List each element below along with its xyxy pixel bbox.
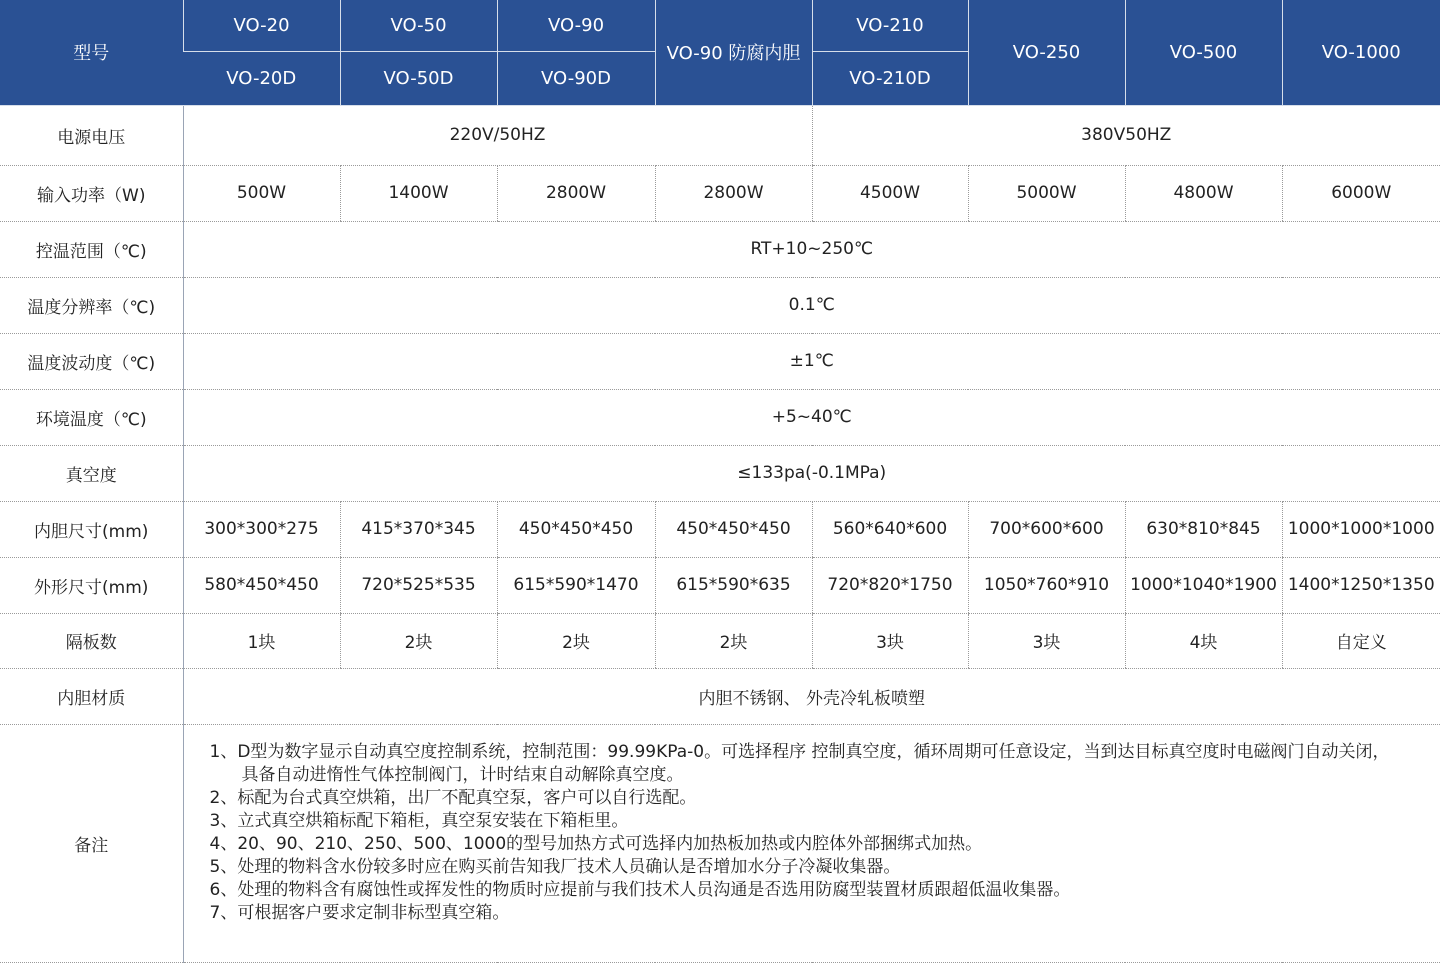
cell-inner-size: 1000*1000*1000: [1282, 501, 1440, 557]
cell-shelves: 3块: [968, 613, 1125, 668]
row-inner-size: [0, 501, 1440, 557]
row-temp-range: [0, 221, 1440, 277]
cell-temp-range: RT+10~250℃: [183, 221, 1440, 277]
cell-power: 500W: [183, 165, 340, 221]
cell-power: 1400W: [340, 165, 497, 221]
notes-cell: [183, 724, 1440, 962]
cell-outer-size: 720*525*535: [340, 557, 497, 613]
cell-vacuum: ≤133pa(-0.1MPa): [183, 445, 1440, 501]
cell-temp-fluctuation: ±1℃: [183, 333, 1440, 389]
cell-inner-size: 450*450*450: [655, 501, 812, 557]
cell-power: 2800W: [497, 165, 655, 221]
note-line: 7、可根据客户要求定制非标型真空箱。: [209, 902, 510, 923]
cell-inner-size: 415*370*345: [340, 501, 497, 557]
row-shelves: [0, 613, 1440, 668]
cell-outer-size: 1000*1040*1900: [1125, 557, 1282, 613]
row-label: 环境温度（℃): [0, 389, 183, 445]
cell-shelves: 3块: [812, 613, 968, 668]
row-temp-resolution: [0, 277, 1440, 333]
header-model-top: VO-210: [812, 0, 968, 51]
note-line: 5、处理的物料含水份较多时应在购买前告知我厂技术人员确认是否增加水分子冷凝收集器。: [209, 856, 901, 877]
cell-outer-size: 615*590*635: [655, 557, 812, 613]
cell-power: 2800W: [655, 165, 812, 221]
cell-outer-size: 580*450*450: [183, 557, 340, 613]
row-label: 温度波动度（℃): [0, 333, 183, 389]
header-model-top: VO-20: [183, 0, 340, 51]
cell-material: 内胆不锈钢、 外壳冷轧板喷塑: [183, 668, 1440, 724]
cell-inner-size: 700*600*600: [968, 501, 1125, 557]
header-model-top: VO-90: [497, 0, 655, 51]
note-line: 4、20、90、210、250、500、1000的型号加热方式可选择内加热板加热或内腔体外部捆绑式加热。: [209, 833, 983, 854]
cell-shelves: 4块: [1125, 613, 1282, 668]
cell-shelves: 2块: [655, 613, 812, 668]
row-label: 隔板数: [0, 613, 183, 668]
cell-power: 4800W: [1125, 165, 1282, 221]
header-model-top: VO-50: [340, 0, 497, 51]
header-model-bottom: VO-90D: [497, 51, 655, 105]
cell-power: 5000W: [968, 165, 1125, 221]
row-label: 电源电压: [0, 105, 183, 165]
row-label: 外形尺寸(mm): [0, 557, 183, 613]
row-vacuum: [0, 445, 1440, 501]
cell-inner-size: 300*300*275: [183, 501, 340, 557]
cell-outer-size: 1050*760*910: [968, 557, 1125, 613]
row-power: [0, 165, 1440, 221]
cell-power: 6000W: [1282, 165, 1440, 221]
row-material: [0, 668, 1440, 724]
row-label: 温度分辨率（℃): [0, 277, 183, 333]
row-label: 内胆尺寸(mm): [0, 501, 183, 557]
cell-outer-size: 1400*1250*1350: [1282, 557, 1440, 613]
row-notes: [0, 724, 1440, 962]
row-label: 输入功率（W): [0, 165, 183, 221]
row-label: 控温范围（℃): [0, 221, 183, 277]
row-label: 内胆材质: [0, 668, 183, 724]
row-label: 真空度: [0, 445, 183, 501]
cell-outer-size: 720*820*1750: [812, 557, 968, 613]
cell-power: 4500W: [812, 165, 968, 221]
header-row-top: [0, 0, 1440, 51]
header-model-bottom: VO-20D: [183, 51, 340, 105]
header-model-bottom: VO-50D: [340, 51, 497, 105]
header-model-single: VO-250: [968, 0, 1125, 105]
header-label-model: 型号: [0, 0, 183, 105]
row-ambient: [0, 389, 1440, 445]
row-voltage: [0, 105, 1440, 165]
header-model-single: VO-90 防腐内胆: [655, 0, 812, 105]
note-line: 具备自动进惰性气体控制阀门，计时结束自动解除真空度。: [241, 764, 684, 785]
cell-temp-resolution: 0.1℃: [183, 277, 1440, 333]
note-line: 3、立式真空烘箱标配下箱柜，真空泵安装在下箱柜里。: [209, 810, 629, 831]
note-line: 1、D型为数字显示自动真空度控制系统，控制范围：99.99KPa-0。可选择程序 控制真空度，循环周期可任意设定，当到达目标真空度时电磁阀门自动关闭，: [209, 741, 1390, 762]
header-model-bottom: VO-210D: [812, 51, 968, 105]
header-model-single: VO-500: [1125, 0, 1282, 105]
cell-inner-size: 560*640*600: [812, 501, 968, 557]
header-model-single: VO-1000: [1282, 0, 1440, 105]
note-line: 6、处理的物料含有腐蚀性或挥发性的物质时应提前与我们技术人员沟通是否选用防腐型装置材质跟超低温收集器。: [209, 879, 1071, 900]
row-outer-size: [0, 557, 1440, 613]
cell-inner-size: 630*810*845: [1125, 501, 1282, 557]
cell-shelves: 自定义: [1282, 613, 1440, 668]
cell-voltage-380: 380V50HZ: [812, 105, 1440, 165]
cell-inner-size: 450*450*450: [497, 501, 655, 557]
row-label: 备注: [0, 724, 183, 962]
row-temp-fluctuation: [0, 333, 1440, 389]
cell-ambient: +5~40℃: [183, 389, 1440, 445]
note-line: 2、标配为台式真空烘箱，出厂不配真空泵，客户可以自行选配。: [209, 787, 697, 808]
cell-voltage-220: 220V/50HZ: [183, 105, 812, 165]
cell-outer-size: 615*590*1470: [497, 557, 655, 613]
cell-shelves: 2块: [340, 613, 497, 668]
cell-shelves: 1块: [183, 613, 340, 668]
cell-shelves: 2块: [497, 613, 655, 668]
